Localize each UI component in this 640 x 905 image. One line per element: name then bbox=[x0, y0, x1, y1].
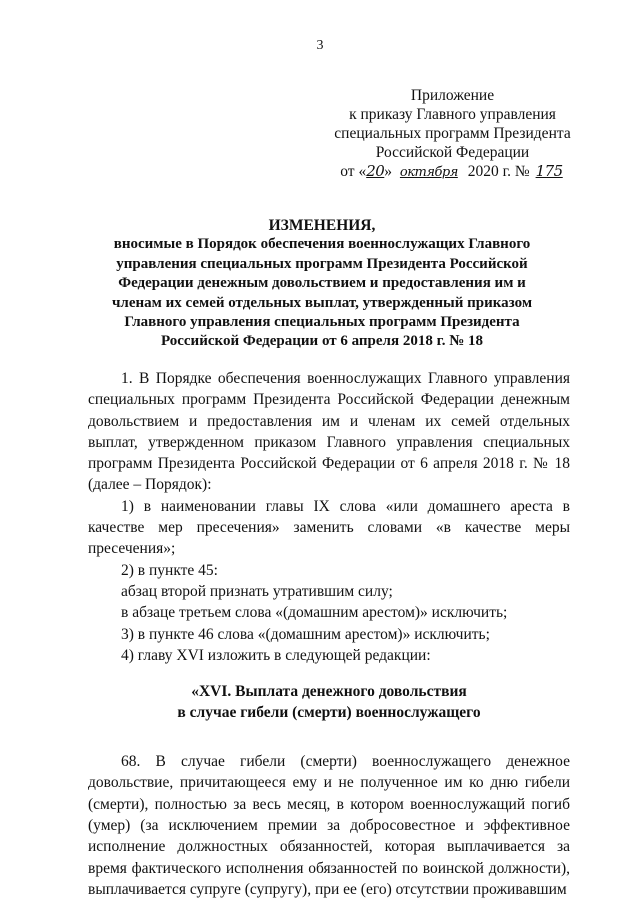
appendix-line: специальных программ Президента bbox=[334, 125, 571, 142]
appendix-line: к приказу Главного управления bbox=[349, 106, 556, 123]
title-heading: ИЗМЕНЕНИЯ, bbox=[268, 217, 376, 234]
item-paragraph: 1) в наименовании главы IX слова «или домашнего ареста в качестве мер пресечения» заменить словами «в качестве меры пресечения»; bbox=[88, 497, 570, 558]
item-paragraph: абзац второй признать утратившим силу; bbox=[121, 582, 393, 600]
page-number: 3 bbox=[316, 38, 324, 53]
document-body bbox=[88, 368, 570, 900]
handwritten-day: 20 bbox=[366, 162, 385, 180]
item-paragraph: 2) в пункте 45: bbox=[121, 561, 218, 579]
appendix-line: Российской Федерации bbox=[375, 144, 530, 161]
date-separator: » bbox=[384, 163, 393, 180]
appendix-date-line bbox=[330, 162, 575, 182]
paragraph-68: 68. В случае гибели (смерти) военнослужащего денежное довольствие, причитающееся ему и не полученное им ко дню гибели (смерти), полностью за весь месяц, в котором военнослужащий погиб (умер) (за исключением премии за добросовестное и эффективное исполнение должностных обязанностей, которая выплачивается за время фактического исполнения обязанностей по воинской должности), выплачивается супруге (супругу), при ее (его) отсутствии проживавшим bbox=[88, 753, 570, 898]
item-paragraph: 4) главу XVI изложить в следующей редакции: bbox=[121, 646, 431, 664]
item-paragraph: 3) в пункте 46 слова «(домашним арестом)» исключить; bbox=[121, 625, 490, 643]
appendix-block bbox=[330, 86, 575, 182]
date-prefix: от « bbox=[340, 163, 367, 180]
chapter-heading bbox=[88, 681, 570, 723]
chapter-heading-line: «XVI. Выплата денежного довольствия bbox=[191, 683, 467, 701]
item-paragraph: в абзаце третьем слова «(домашним арестом)» исключить; bbox=[121, 604, 508, 622]
document-title bbox=[92, 216, 552, 352]
date-year: 2020 г. № bbox=[467, 163, 530, 180]
title-subtitle: вносимые в Порядок обеспечения военнослужащих Главного управления специальных программ Президента Российской Федерации денежным довольствием и предоставления им и членам их семей отдельных выплат, утвержденный приказом Главного управления специальных программ Президента Российской Федерации от 6 апреля 2018 г. № 18 bbox=[111, 236, 533, 350]
handwritten-order-number: 175 bbox=[535, 162, 563, 180]
chapter-heading-line: в случае гибели (смерти) военнослужащего bbox=[177, 704, 481, 722]
handwritten-month: октября bbox=[399, 165, 458, 180]
appendix-title: Приложение bbox=[410, 87, 495, 104]
intro-paragraph: 1. В Порядке обеспечения военнослужащих Главного управления специальных программ Президента Российской Федерации денежным довольствием и предоставления им и членам их семей отдельных выплат, утвержденном приказом Главного управления специальных программ Президента Российской Федерации от 6 апреля 2018 г. № 18 (далее – Порядок): bbox=[88, 370, 570, 494]
